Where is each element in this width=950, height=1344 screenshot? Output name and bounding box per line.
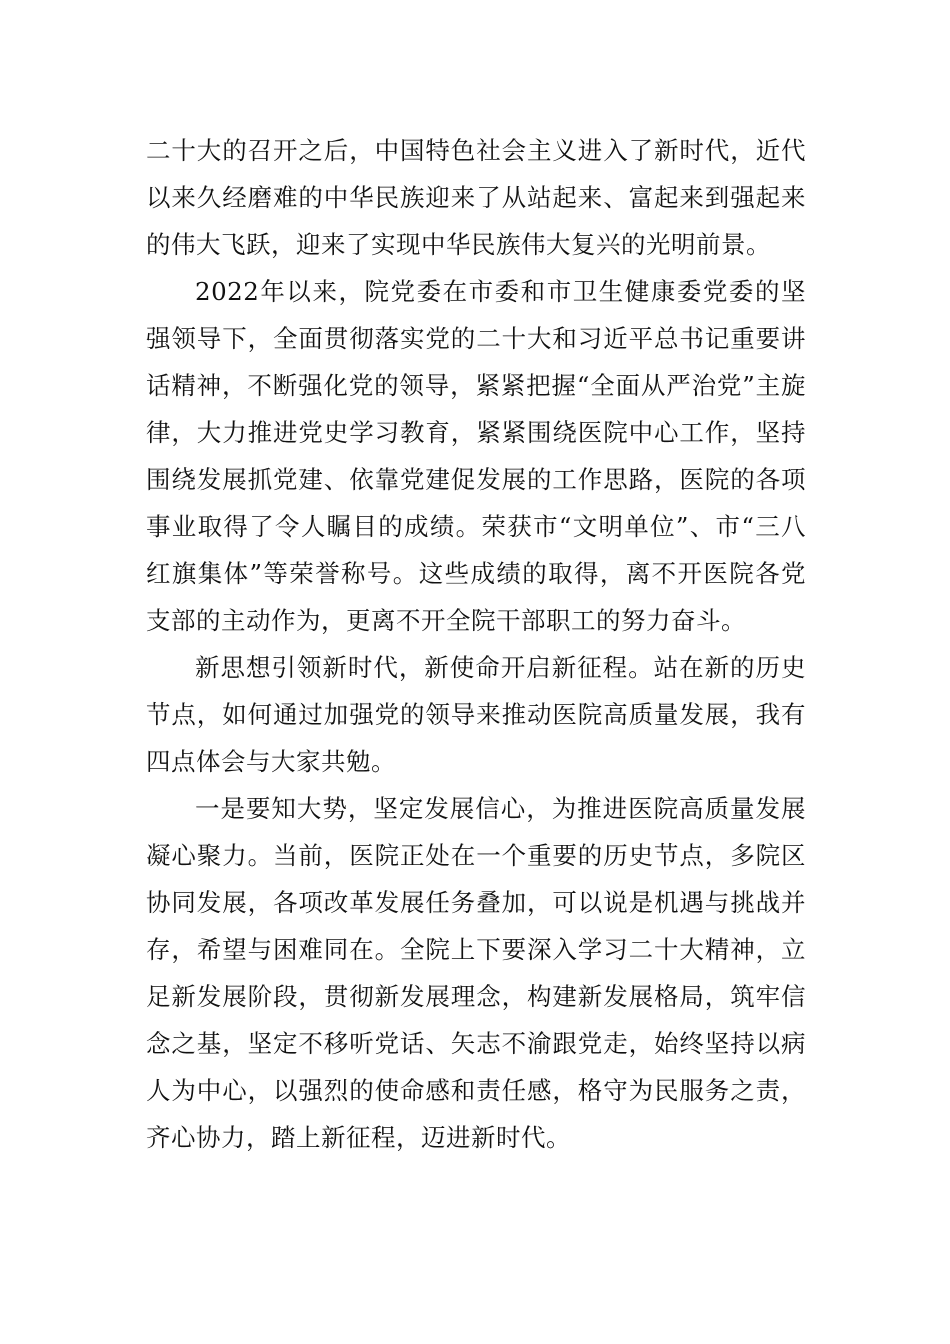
document-body [146,127,806,1161]
paragraph-achievements: 2022年以来，院党委在市委和市卫生健康委党委的坚强领导下，全面贯彻落实党的二十大和习近平总书记重要讲话精神，不断强化党的领导，紧紧把握“全面从严治党”主旋律，大力推进党史学习教育，紧紧围绕医院中心工作，坚持围绕发展抓党建、依靠党建促发展的工作思路，医院的各项事业取得了令人瞩目的成绩。荣获市“文明单位”、市“三八红旗集体”等荣誉称号。这些成绩的取得，离不开医院各党支部的主动作为，更离不开全院干部职工的努力奋斗。 [146,277,806,635]
paragraph-continuation: 二十大的召开之后，中国特色社会主义进入了新时代，近代以来久经磨难的中华民族迎来了从站起来、富起来到强起来的伟大飞跃，迎来了实现中华民族伟大复兴的光明前景。 [146,136,806,259]
paragraph-point-one: 一是要知大势，坚定发展信心，为推进医院高质量发展凝心聚力。当前，医院正处在一个重要的历史节点，多院区协同发展，各项改革发展任务叠加，可以说是机遇与挑战并存，希望与困难同在。全院上下要深入学习二十大精神，立足新发展阶段，贯彻新发展理念，构建新发展格局，筑牢信念之基，坚定不移听党话、矢志不渝跟党走，始终坚持以病人为中心，以强烈的使命感和责任感，格守为民服务之责，齐心协力，踏上新征程，迈进新时代。 [146,794,806,1152]
paragraph-new-era: 新思想引领新时代，新使命开启新征程。站在新的历史节点，如何通过加强党的领导来推动医院高质量发展，我有四点体会与大家共勉。 [146,653,806,776]
